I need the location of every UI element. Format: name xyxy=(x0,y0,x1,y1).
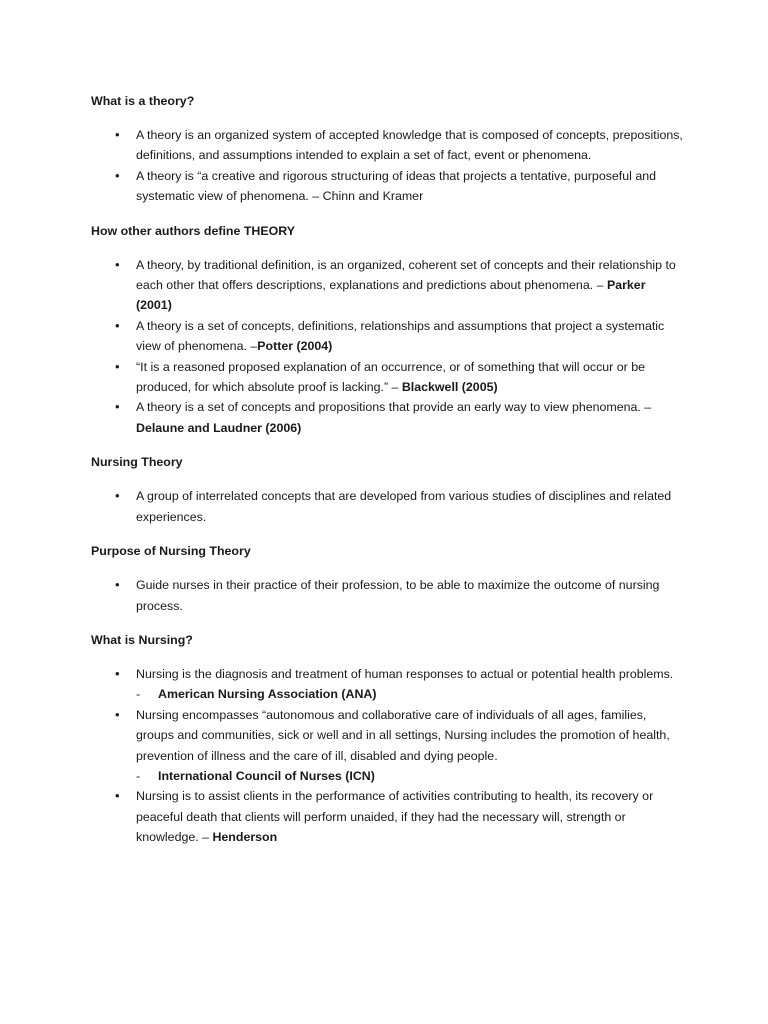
section-heading: What is Nursing? xyxy=(91,632,193,647)
attribution: Henderson xyxy=(212,830,278,845)
list-item: • A theory is a set of concepts, definitions, relationships and assumptions that project a systematic view of phenomena. –Potter (2004) xyxy=(0,316,684,357)
section-heading: Purpose of Nursing Theory xyxy=(91,544,251,559)
list-item: • A group of interrelated concepts that are developed from various studies of disciplines and related experiences. xyxy=(0,486,684,527)
list-item: • A theory, by traditional definition, is an organized, coherent set of concepts and their relationship to each other that offers descriptions, explanations and predictions about phenomena. – Parker (2001) xyxy=(0,255,684,316)
section-purpose-nursing-theory xyxy=(0,541,768,616)
bullet-list xyxy=(0,664,768,848)
bullet-list xyxy=(0,486,768,527)
list-item: • “It is a reasoned proposed explanation of an occurrence, or of something that will occur or be produced, for which absolute proof is lacking.” – Blackwell (2005) xyxy=(0,357,684,398)
list-item: • A theory is a set of concepts and propositions that provide an early way to view phenomena. – Delaune and Laudner (2006) xyxy=(0,397,684,438)
bullet-list xyxy=(0,575,768,616)
bullet-list xyxy=(0,125,768,207)
section-what-is-nursing xyxy=(0,630,768,848)
sub-attribution: - American Nursing Association (ANA) xyxy=(136,687,377,702)
section-what-is-theory xyxy=(0,91,768,207)
attribution: Potter (2004) xyxy=(257,339,333,354)
list-item: • Guide nurses in their practice of their profession, to be able to maximize the outcome of nursing process. xyxy=(0,575,684,616)
list-item: • A theory is “a creative and rigorous structuring of ideas that projects a tentative, purposeful and systematic view of phenomena. – Chinn and Kramer xyxy=(0,166,684,207)
list-item: • A theory is an organized system of accepted knowledge that is composed of concepts, prepositions, definitions, and assumptions intended to explain a set of fact, event or phenomena. xyxy=(0,125,684,166)
bullet-list xyxy=(0,255,768,439)
sub-attribution: - International Council of Nurses (ICN) xyxy=(136,768,375,783)
attribution: Delaune and Laudner (2006) xyxy=(136,420,302,435)
attribution: Blackwell (2005) xyxy=(401,380,498,395)
list-item: • Nursing encompasses “autonomous and collaborative care of individuals of all ages, families, groups and communities, sick or well and in all settings, Nursing includes the promotion of health, prevention of illness and the care of ill, disabled and dying people. - International Council of Nurses (ICN) xyxy=(0,705,684,787)
list-item: • Nursing is the diagnosis and treatment of human responses to actual or potential health problems. - American Nursing Association (ANA) xyxy=(0,664,684,705)
list-item: • Nursing is to assist clients in the performance of activities contributing to health, its recovery or peaceful death that clients will perform unaided, if they had the necessary will, strength or knowledge. – Henderson xyxy=(0,786,684,847)
section-authors-define-theory xyxy=(0,221,768,439)
attribution: Parker (2001) xyxy=(136,278,646,313)
section-nursing-theory xyxy=(0,452,768,527)
section-heading: How other authors define THEORY xyxy=(91,223,295,238)
section-heading: What is a theory? xyxy=(91,94,195,108)
section-heading: Nursing Theory xyxy=(91,455,183,470)
